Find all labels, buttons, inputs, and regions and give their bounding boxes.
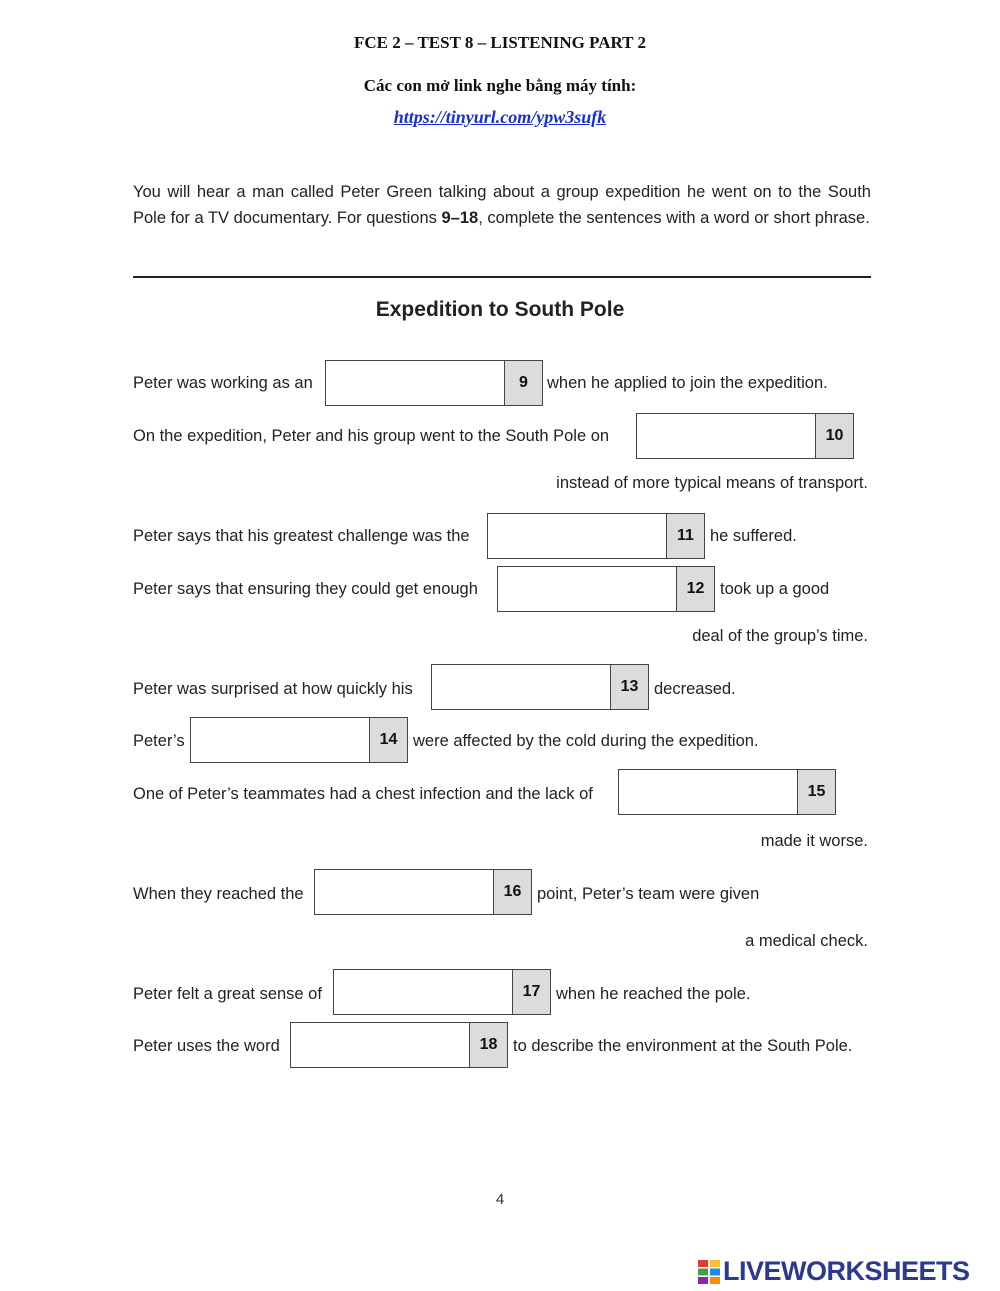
- q16-text-after: point, Peter’s team were given: [537, 885, 760, 903]
- q10-text-before: On the expedition, Peter and his group went to the South Pole on: [133, 427, 610, 445]
- q11-number: 11: [666, 514, 704, 558]
- q12-text-before: Peter says that ensuring they could get enough: [133, 580, 478, 598]
- q15-text-before: One of Peter’s teammates had a chest infection and the lack of: [133, 785, 593, 803]
- q18-text-after: to describe the environment at the South Pole.: [513, 1037, 853, 1055]
- page-number: 4: [495, 1191, 505, 1208]
- q10-answer-box[interactable]: [636, 413, 854, 459]
- q14-text-after: were affected by the cold during the expedition.: [413, 732, 759, 750]
- q12-text-after: took up a good: [720, 580, 830, 598]
- q11-answer-box[interactable]: [487, 513, 705, 559]
- q9-text-after: when he applied to join the expedition.: [547, 374, 828, 392]
- q17-answer-input[interactable]: [334, 970, 513, 1014]
- q18-answer-box[interactable]: [290, 1022, 508, 1068]
- q10-number: 10: [815, 414, 853, 458]
- q14-text-before: Peter’s: [133, 732, 185, 750]
- q12-text-after-continued: deal of the group’s time.: [692, 627, 868, 645]
- q15-number: 15: [797, 770, 835, 814]
- liveworksheets-logo-icon: [697, 1259, 721, 1285]
- q13-text-after: decreased.: [654, 680, 736, 698]
- audio-link[interactable]: https://tinyurl.com/ypw3sufk: [393, 107, 607, 127]
- q12-answer-box[interactable]: [497, 566, 715, 612]
- q17-text-after: when he reached the pole.: [556, 985, 751, 1003]
- q15-text-after: made it worse.: [760, 832, 868, 850]
- q16-text-before: When they reached the: [133, 885, 304, 903]
- q18-text-before: Peter uses the word: [133, 1037, 280, 1055]
- question-range: 9–18: [441, 209, 479, 227]
- q10-text-after: instead of more typical means of transport.: [556, 474, 868, 492]
- instructions: [133, 179, 871, 231]
- instructions-part1: You will hear a man called Peter Green talking about a group expedition he went on to the South Pole for a TV documentary. For questions: [133, 183, 871, 227]
- section-title: Expedition to South Pole: [375, 298, 625, 321]
- q13-number: 13: [610, 665, 648, 709]
- q17-number: 17: [512, 970, 550, 1014]
- q16-answer-input[interactable]: [315, 870, 494, 914]
- q13-text-before: Peter was surprised at how quickly his: [133, 680, 413, 698]
- q18-answer-input[interactable]: [291, 1023, 470, 1067]
- instructions-part2: , complete the sentences with a word or short phrase.: [478, 209, 870, 227]
- q16-number: 16: [493, 870, 531, 914]
- q14-number: 14: [369, 718, 407, 762]
- q9-text-before: Peter was working as an: [133, 374, 313, 392]
- q16-answer-box[interactable]: [314, 869, 532, 915]
- q15-answer-box[interactable]: [618, 769, 836, 815]
- q11-answer-input[interactable]: [488, 514, 667, 558]
- q12-number: 12: [676, 567, 714, 611]
- q9-answer-box[interactable]: [325, 360, 543, 406]
- q15-answer-input[interactable]: [619, 770, 798, 814]
- brand-name: LIVEWORKSHEETS: [723, 1256, 970, 1286]
- q9-answer-input[interactable]: [326, 361, 505, 405]
- q12-answer-input[interactable]: [498, 567, 677, 611]
- q13-answer-input[interactable]: [432, 665, 611, 709]
- q14-answer-input[interactable]: [191, 718, 370, 762]
- divider: [133, 276, 871, 278]
- q13-answer-box[interactable]: [431, 664, 649, 710]
- page-subtitle: Các con mở link nghe bằng máy tính:: [363, 76, 637, 95]
- liveworksheets-brand[interactable]: [697, 1256, 970, 1287]
- page-title: FCE 2 – TEST 8 – LISTENING PART 2: [354, 33, 646, 52]
- q18-number: 18: [469, 1023, 507, 1067]
- q11-text-after: he suffered.: [710, 527, 797, 545]
- q14-answer-box[interactable]: [190, 717, 408, 763]
- q17-answer-box[interactable]: [333, 969, 551, 1015]
- q10-answer-input[interactable]: [637, 414, 816, 458]
- q11-text-before: Peter says that his greatest challenge was the: [133, 527, 470, 545]
- q9-number: 9: [504, 361, 542, 405]
- q17-text-before: Peter felt a great sense of: [133, 985, 322, 1003]
- q16-text-after-continued: a medical check.: [745, 932, 868, 950]
